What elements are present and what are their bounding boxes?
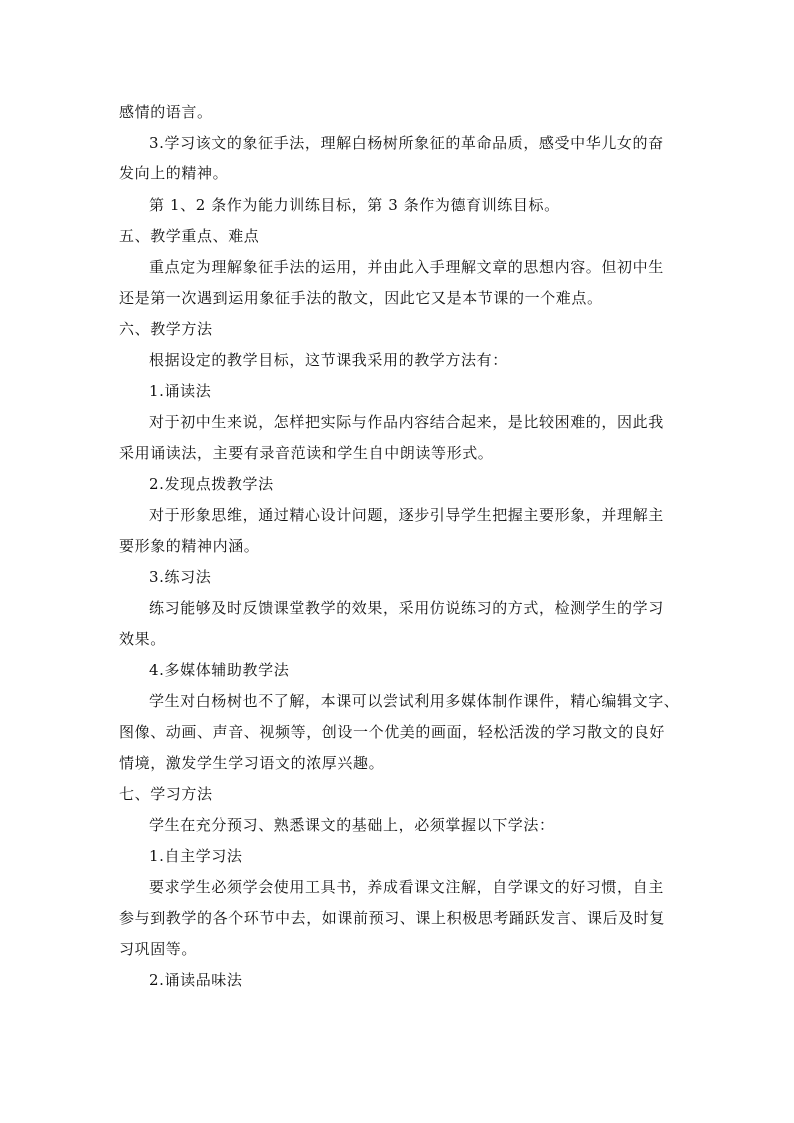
paragraph-line: 3.学习该文的象征手法，理解白杨树所象征的革命品质，感受中华儿女的奋: [149, 134, 664, 152]
paragraph-line: 要形象的精神内涵。: [119, 537, 260, 555]
paragraph-line: 第 1、2 条作为能力训练目标，第 3 条作为德育训练目标。: [149, 196, 560, 214]
subheading: 2.发现点拨教学法: [149, 475, 274, 493]
paragraph-line: 还是第一次遇到运用象征手法的散文，因此它又是本节课的一个难点。: [119, 289, 603, 307]
subheading: 2.诵读品味法: [149, 971, 243, 989]
paragraph-line: 采用诵读法，主要有录音范读和学生自中朗读等形式。: [119, 444, 494, 462]
section-heading: 七、学习方法: [119, 785, 213, 803]
subheading: 1.诵读法: [149, 382, 212, 400]
paragraph-line: 图像、动画、声音、视频等，创设一个优美的画面，轻松活泼的学习散文的良好: [119, 723, 666, 741]
paragraph-line: 对于初中生来说，怎样把实际与作品内容结合起来，是比较困难的，因此我: [149, 413, 664, 431]
subheading: 3.练习法: [149, 568, 212, 586]
subheading: 1.自主学习法: [149, 847, 243, 865]
paragraph-line: 感情的语言。: [119, 103, 213, 121]
paragraph-line: 情境，激发学生学习语文的浓厚兴趣。: [119, 754, 385, 772]
paragraph-line: 练习能够及时反馈课堂教学的效果，采用仿说练习的方式，检测学生的学习: [149, 599, 664, 617]
subheading: 4.多媒体辅助教学法: [149, 661, 290, 679]
paragraph-line: 重点定为理解象征手法的运用，并由此入手理解文章的思想内容。但初中生: [149, 258, 664, 276]
paragraph-line: 参与到教学的各个环节中去，如课前预习、课上积极思考踊跃发言、课后及时复: [119, 909, 666, 927]
paragraph-line: 效果。: [119, 630, 166, 648]
paragraph-line: 学生对白杨树也不了解，本课可以尝试利用多媒体制作课件，精心编辑文字、: [149, 692, 680, 710]
section-heading: 六、教学方法: [119, 320, 213, 338]
paragraph-line: 发向上的精神。: [119, 164, 229, 182]
paragraph-line: 学生在充分预习、熟悉课文的基础上，必须掌握以下学法：: [149, 816, 555, 834]
paragraph-line: 习巩固等。: [119, 940, 198, 958]
paragraph-line: 根据设定的教学目标，这节课我采用的教学方法有：: [149, 351, 508, 369]
section-heading: 五、教学重点、难点: [119, 227, 260, 245]
paragraph-line: 要求学生必须学会使用工具书，养成看课文注解，自学课文的好习惯，自主: [149, 878, 664, 896]
paragraph-line: 对于形象思维，通过精心设计问题，逐步引导学生把握主要形象，并理解主: [149, 506, 664, 524]
